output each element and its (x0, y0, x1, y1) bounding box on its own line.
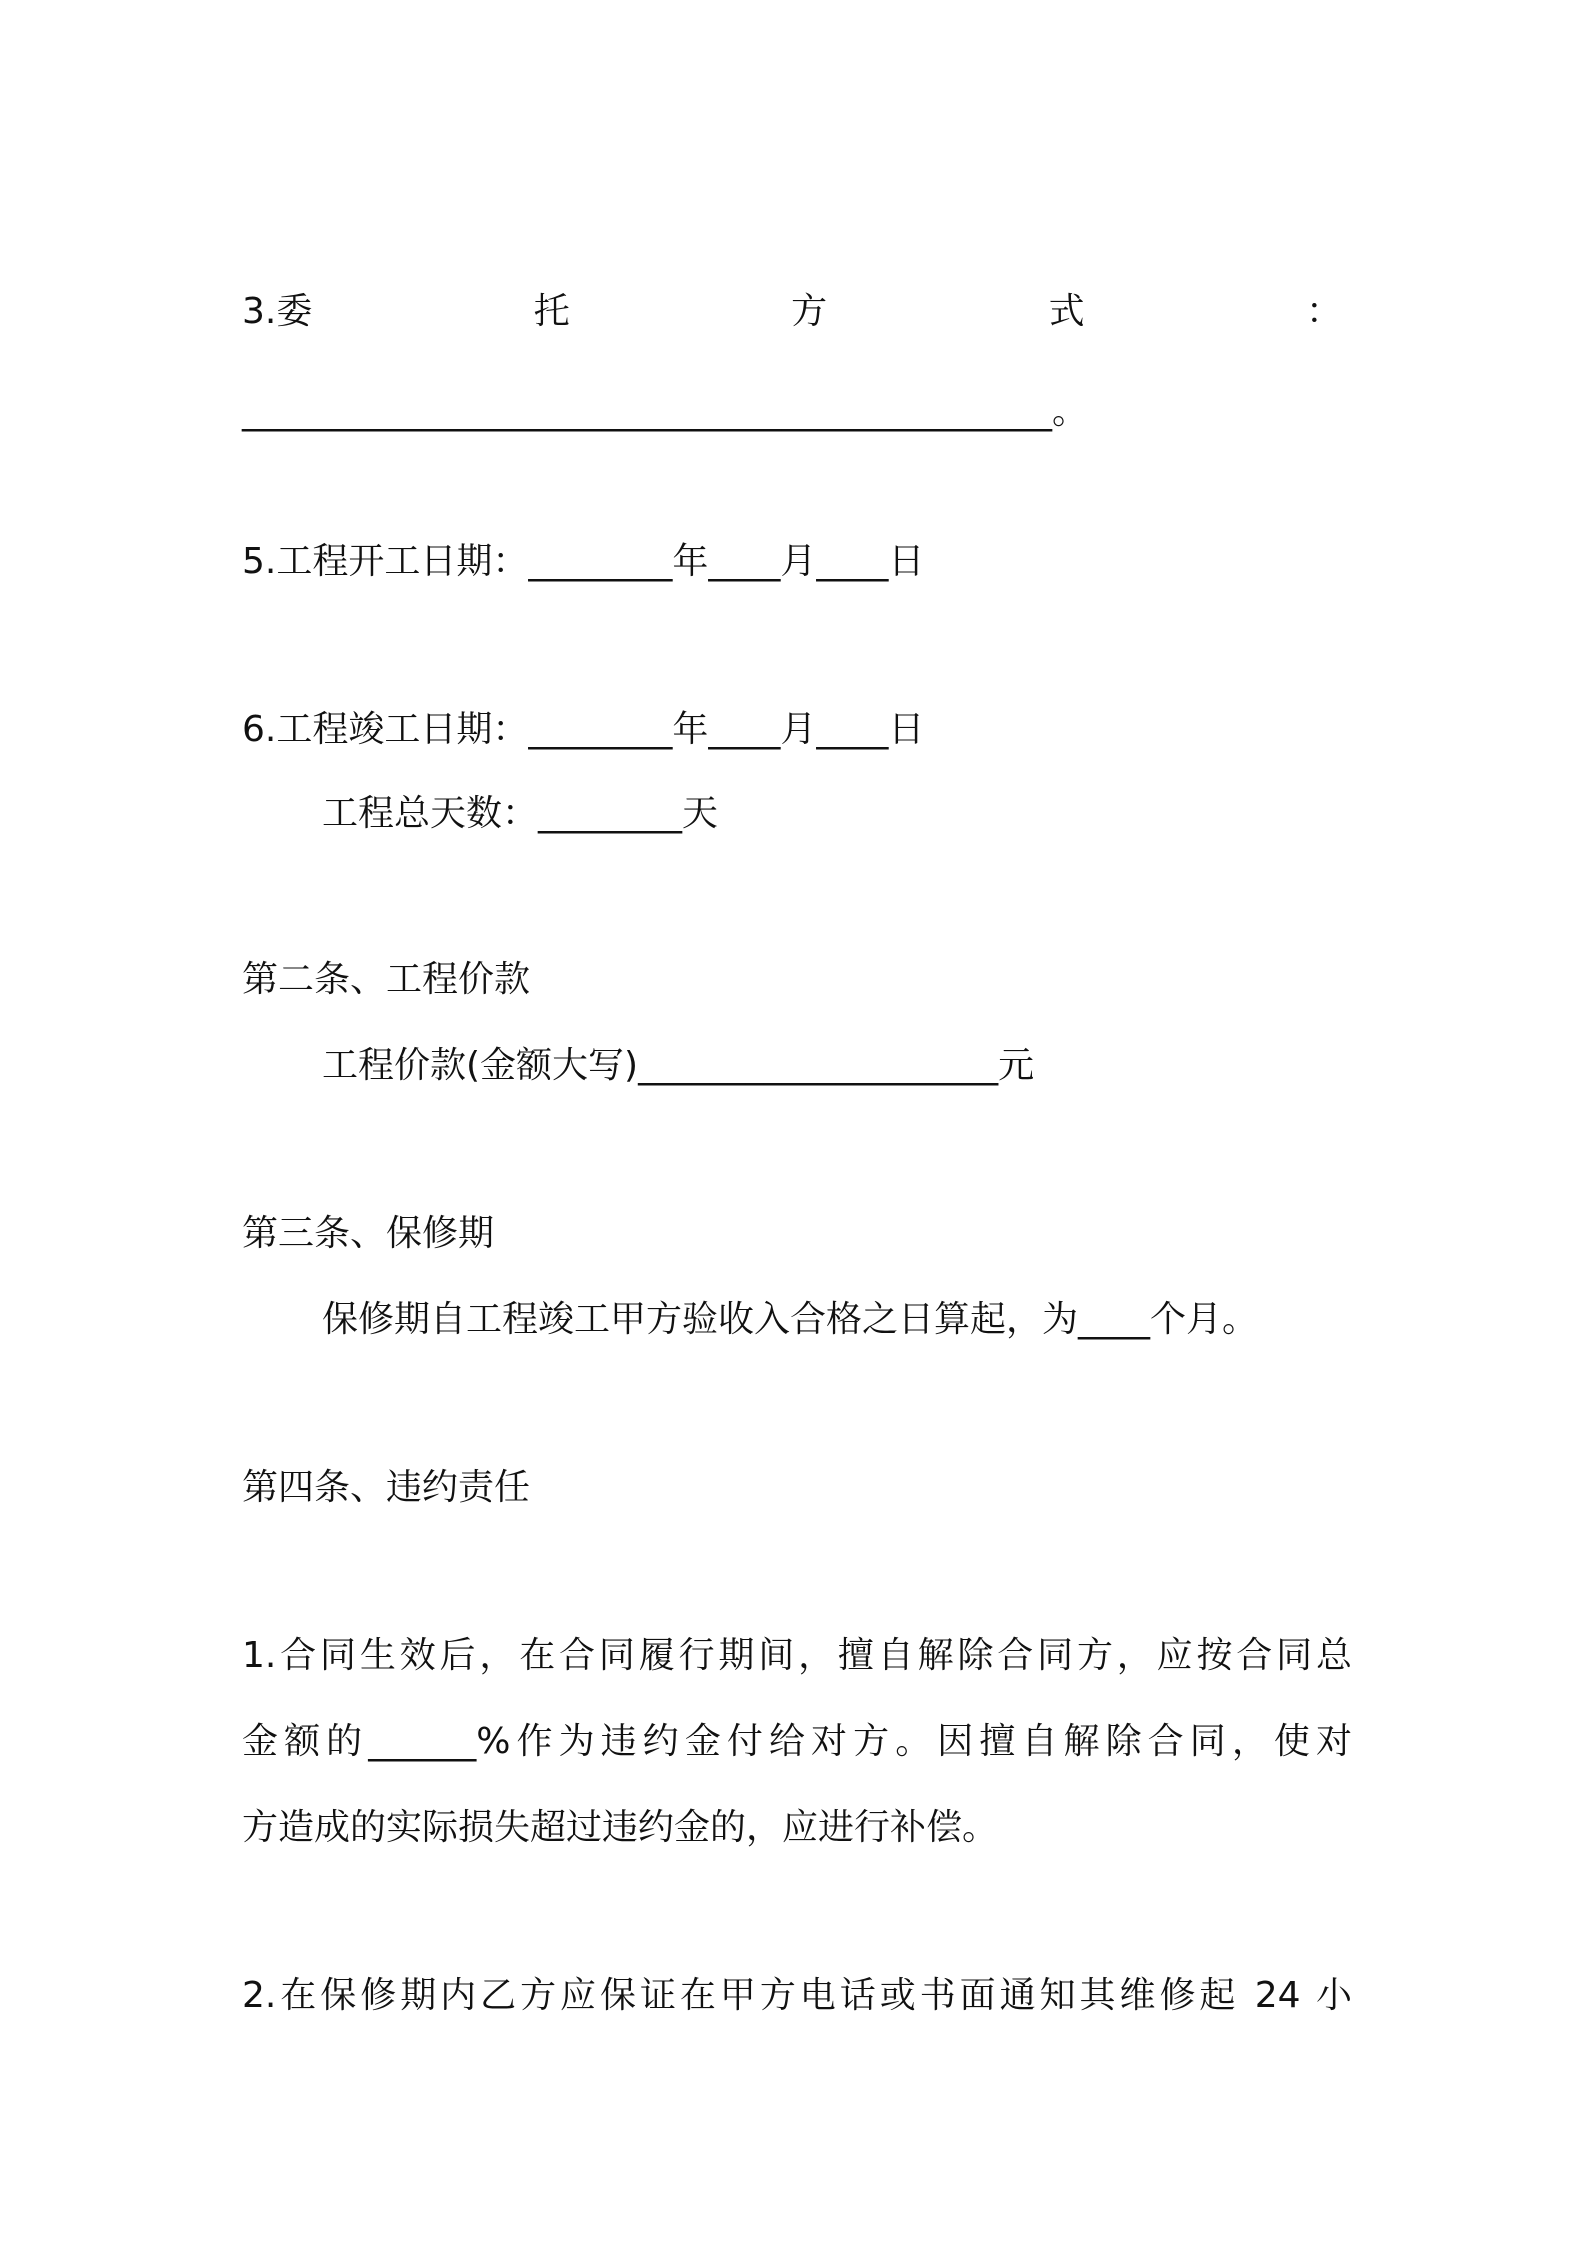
item-3-char: 托 (533, 291, 570, 332)
item-3-char: ： (1305, 291, 1342, 332)
item-3-char: 方 (791, 291, 828, 332)
article-2-heading: 第二条、工程价款 (242, 959, 531, 1000)
item-5-start-date: 5.工程开工日期：________年____月____日 (242, 541, 925, 582)
item-3-char: 3.委 (242, 291, 313, 332)
article-3-heading: 第三条、保修期 (242, 1213, 495, 1254)
item-6-completion-date: 6.工程竣工日期：________年____月____日 (242, 709, 925, 750)
article-4-clause-1-line: 方造成的实际损失超过违约金的，应进行补偿。 (242, 1807, 999, 1848)
total-days: 工程总天数：________天 (322, 793, 719, 834)
article-4-heading: 第四条、违约责任 (242, 1467, 531, 1508)
article-4-clause-2: 2.在保修期内乙方应保证在甲方电话或书面通知其维修起 24 小 (242, 1975, 1352, 2016)
article-4-clause-1-line: 1.合同生效后，在合同履行期间，擅自解除合同方，应按合同总 (242, 1635, 1352, 1676)
item-3-blank: _____________________________________________。 (242, 391, 1088, 432)
item-3-char: 式 (1048, 291, 1085, 332)
article-2-body: 工程价款(金额大写)____________________元 (322, 1045, 1035, 1086)
item-3-label (242, 290, 1342, 334)
article-3-body: 保修期自工程竣工甲方验收入合格之日算起，为____个月。 (322, 1299, 1259, 1340)
article-4-clause-1-line: 金额的______%作为违约金付给对方。因擅自解除合同，使对 (242, 1721, 1352, 1762)
